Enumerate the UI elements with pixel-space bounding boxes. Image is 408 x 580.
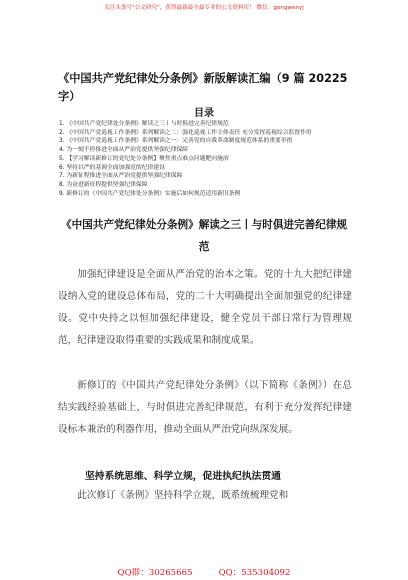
section-title: 《中国共产党纪律处分条例》解读之三丨与时俱进完善纪律规范: [60, 219, 348, 253]
body-paragraph-2: 新修订的《中国共产党纪律处分条例》（以下简称《条例》）在总结实践经验基础上，与时俱进完善纪律规范，有利于充分发挥纪律建设标本兼治的利器作用，推动全面从严治党向纵深发展。: [58, 380, 352, 435]
banner-text: 关注头条号"公文研究"，获得最新最全最专业的公文资料库！ 微信：gongwenyj: [104, 5, 304, 11]
document-title: 《中国共产党纪律处分条例》新版解读汇编（9 篇 20225字）: [58, 72, 348, 103]
toc-item-6[interactable]: 6. 坚持以严的基调全面加强党的纪律建设: [59, 164, 165, 171]
toc-item-7[interactable]: 7. 为新征程推进全面从严治党提供坚强纪律保障: [59, 173, 183, 180]
toc-item-4[interactable]: 4. 为一刻不停推进全面从严治党提供坚强纪律保障: [59, 147, 189, 154]
footer-qq: QQ：535304092: [218, 568, 291, 578]
footer: [0, 566, 408, 578]
toc-item-8[interactable]: 8. 为奋进新征程提供坚强纪律保障: [59, 181, 148, 188]
toc-item-3[interactable]: 3. 《中国共产党巡视工作条例》系列解读之一：完善党的自我革命制度规范体系的重要举措: [59, 138, 293, 145]
toc-item-9[interactable]: 9. 新修订的《中国共产党纪律处分条例》实施后如何规范适用新旧条例: [59, 190, 241, 197]
footer-qq-group: QQ群：30265665: [117, 568, 193, 578]
table-of-contents: [59, 120, 359, 198]
top-banner: [0, 0, 408, 16]
body-paragraph-3: 此次修订《条例》坚持科学立规，既系统梳理党和: [77, 490, 289, 501]
toc-heading: 目录: [194, 108, 214, 119]
body-paragraph-1: 加强纪律建设是全面从严治党的治本之策。党的十九大把纪律建设纳入党的建设总体布局，党的二十大明确提出全面加强党的纪律建设。党中央持之以恒加强纪律建设，健全党员干部日常行为管理规范，纪律建设取得重要的实践成果和制度成果。: [58, 269, 352, 346]
toc-item-1[interactable]: 1. 《中国共产党纪律处分条例》解读之三丨与时俱进完善纪律规范: [59, 121, 229, 127]
toc-item-5[interactable]: 5. 【学习解读新修订的党纪处分条例】聚焦重点难点问题靶向施治: [59, 155, 229, 162]
toc-item-2[interactable]: 2. 《中国共产党巡视工作条例》系列解读之二：强化巡视工作主体责任 充分发挥巡视综合监督作用: [59, 129, 312, 136]
section-subheading: 坚持系统思维、科学立规，促进执纪执法贯通: [85, 471, 281, 482]
